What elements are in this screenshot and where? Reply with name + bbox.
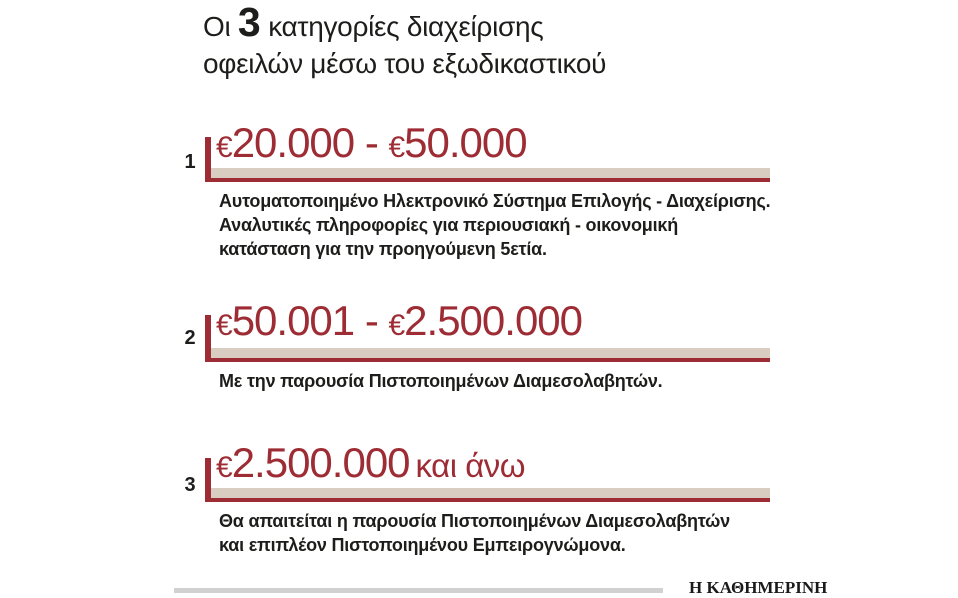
title-big-number: 3	[237, 0, 261, 45]
euro-sign: €	[216, 309, 232, 342]
title-line2: οφειλών μέσω του εξωδικαστικού	[203, 48, 607, 79]
section-number: 3	[184, 474, 196, 496]
section-description	[219, 189, 770, 261]
amount-from: 2.500.000	[231, 439, 410, 486]
amount-headline	[216, 297, 583, 347]
bracket-red-line	[211, 498, 770, 502]
category-section-3	[0, 440, 958, 560]
description-line: Με την παρουσία Πιστοποιημένων Διαμεσολαβητών.	[219, 371, 663, 391]
description-line: Αυτοματοποιημένο Ηλεκτρονικό Σύστημα Επιλογής - Διαχείρισης.	[219, 191, 771, 211]
amount-separator: -	[354, 119, 389, 166]
section-description	[219, 509, 730, 557]
title-prefix: Οι	[203, 11, 231, 42]
amount-separator: -	[354, 297, 389, 344]
amount-suffix: και άνω	[415, 447, 526, 484]
amount-from: 20.000	[231, 119, 355, 166]
section-number: 2	[184, 327, 196, 349]
euro-sign: €	[388, 309, 405, 342]
description-line: και επιπλέον Πιστοποιημένου Εμπειρογνώμονα.	[219, 535, 626, 555]
euro-sign: €	[216, 451, 232, 484]
section-number: 1	[184, 151, 196, 173]
euro-sign: €	[388, 131, 405, 164]
amount-headline	[216, 439, 526, 489]
amount-to: 2.500.000	[404, 297, 583, 344]
category-section-2	[0, 297, 958, 410]
bracket-beige-bar	[211, 348, 770, 358]
bracket-beige-bar	[211, 168, 770, 178]
title-line1-rest: κατηγορίες διαχείρισης	[268, 11, 544, 42]
amount-to: 50.000	[404, 119, 527, 166]
bracket-red-line	[211, 358, 770, 362]
section-description	[219, 369, 662, 393]
brand-logo: Η ΚΑΘΗΜΕΡΙΝΗ	[689, 578, 828, 597]
category-section-1	[0, 120, 958, 280]
bracket-red-line	[211, 178, 770, 182]
amount-from: 50.001	[231, 297, 355, 344]
description-line: κατάσταση για την προηγούμενη 5ετία.	[219, 239, 547, 259]
description-line: Αναλυτικές πληροφορίες για περιουσιακή - οικονομική	[219, 215, 679, 235]
description-line: Θα απαιτείται η παρουσία Πιστοποιημένων Διαμεσολαβητών	[219, 511, 730, 531]
euro-sign: €	[216, 131, 232, 164]
amount-headline	[216, 119, 527, 169]
bracket-beige-bar	[211, 488, 770, 498]
page-title	[203, 0, 607, 82]
footer-divider	[174, 588, 663, 593]
